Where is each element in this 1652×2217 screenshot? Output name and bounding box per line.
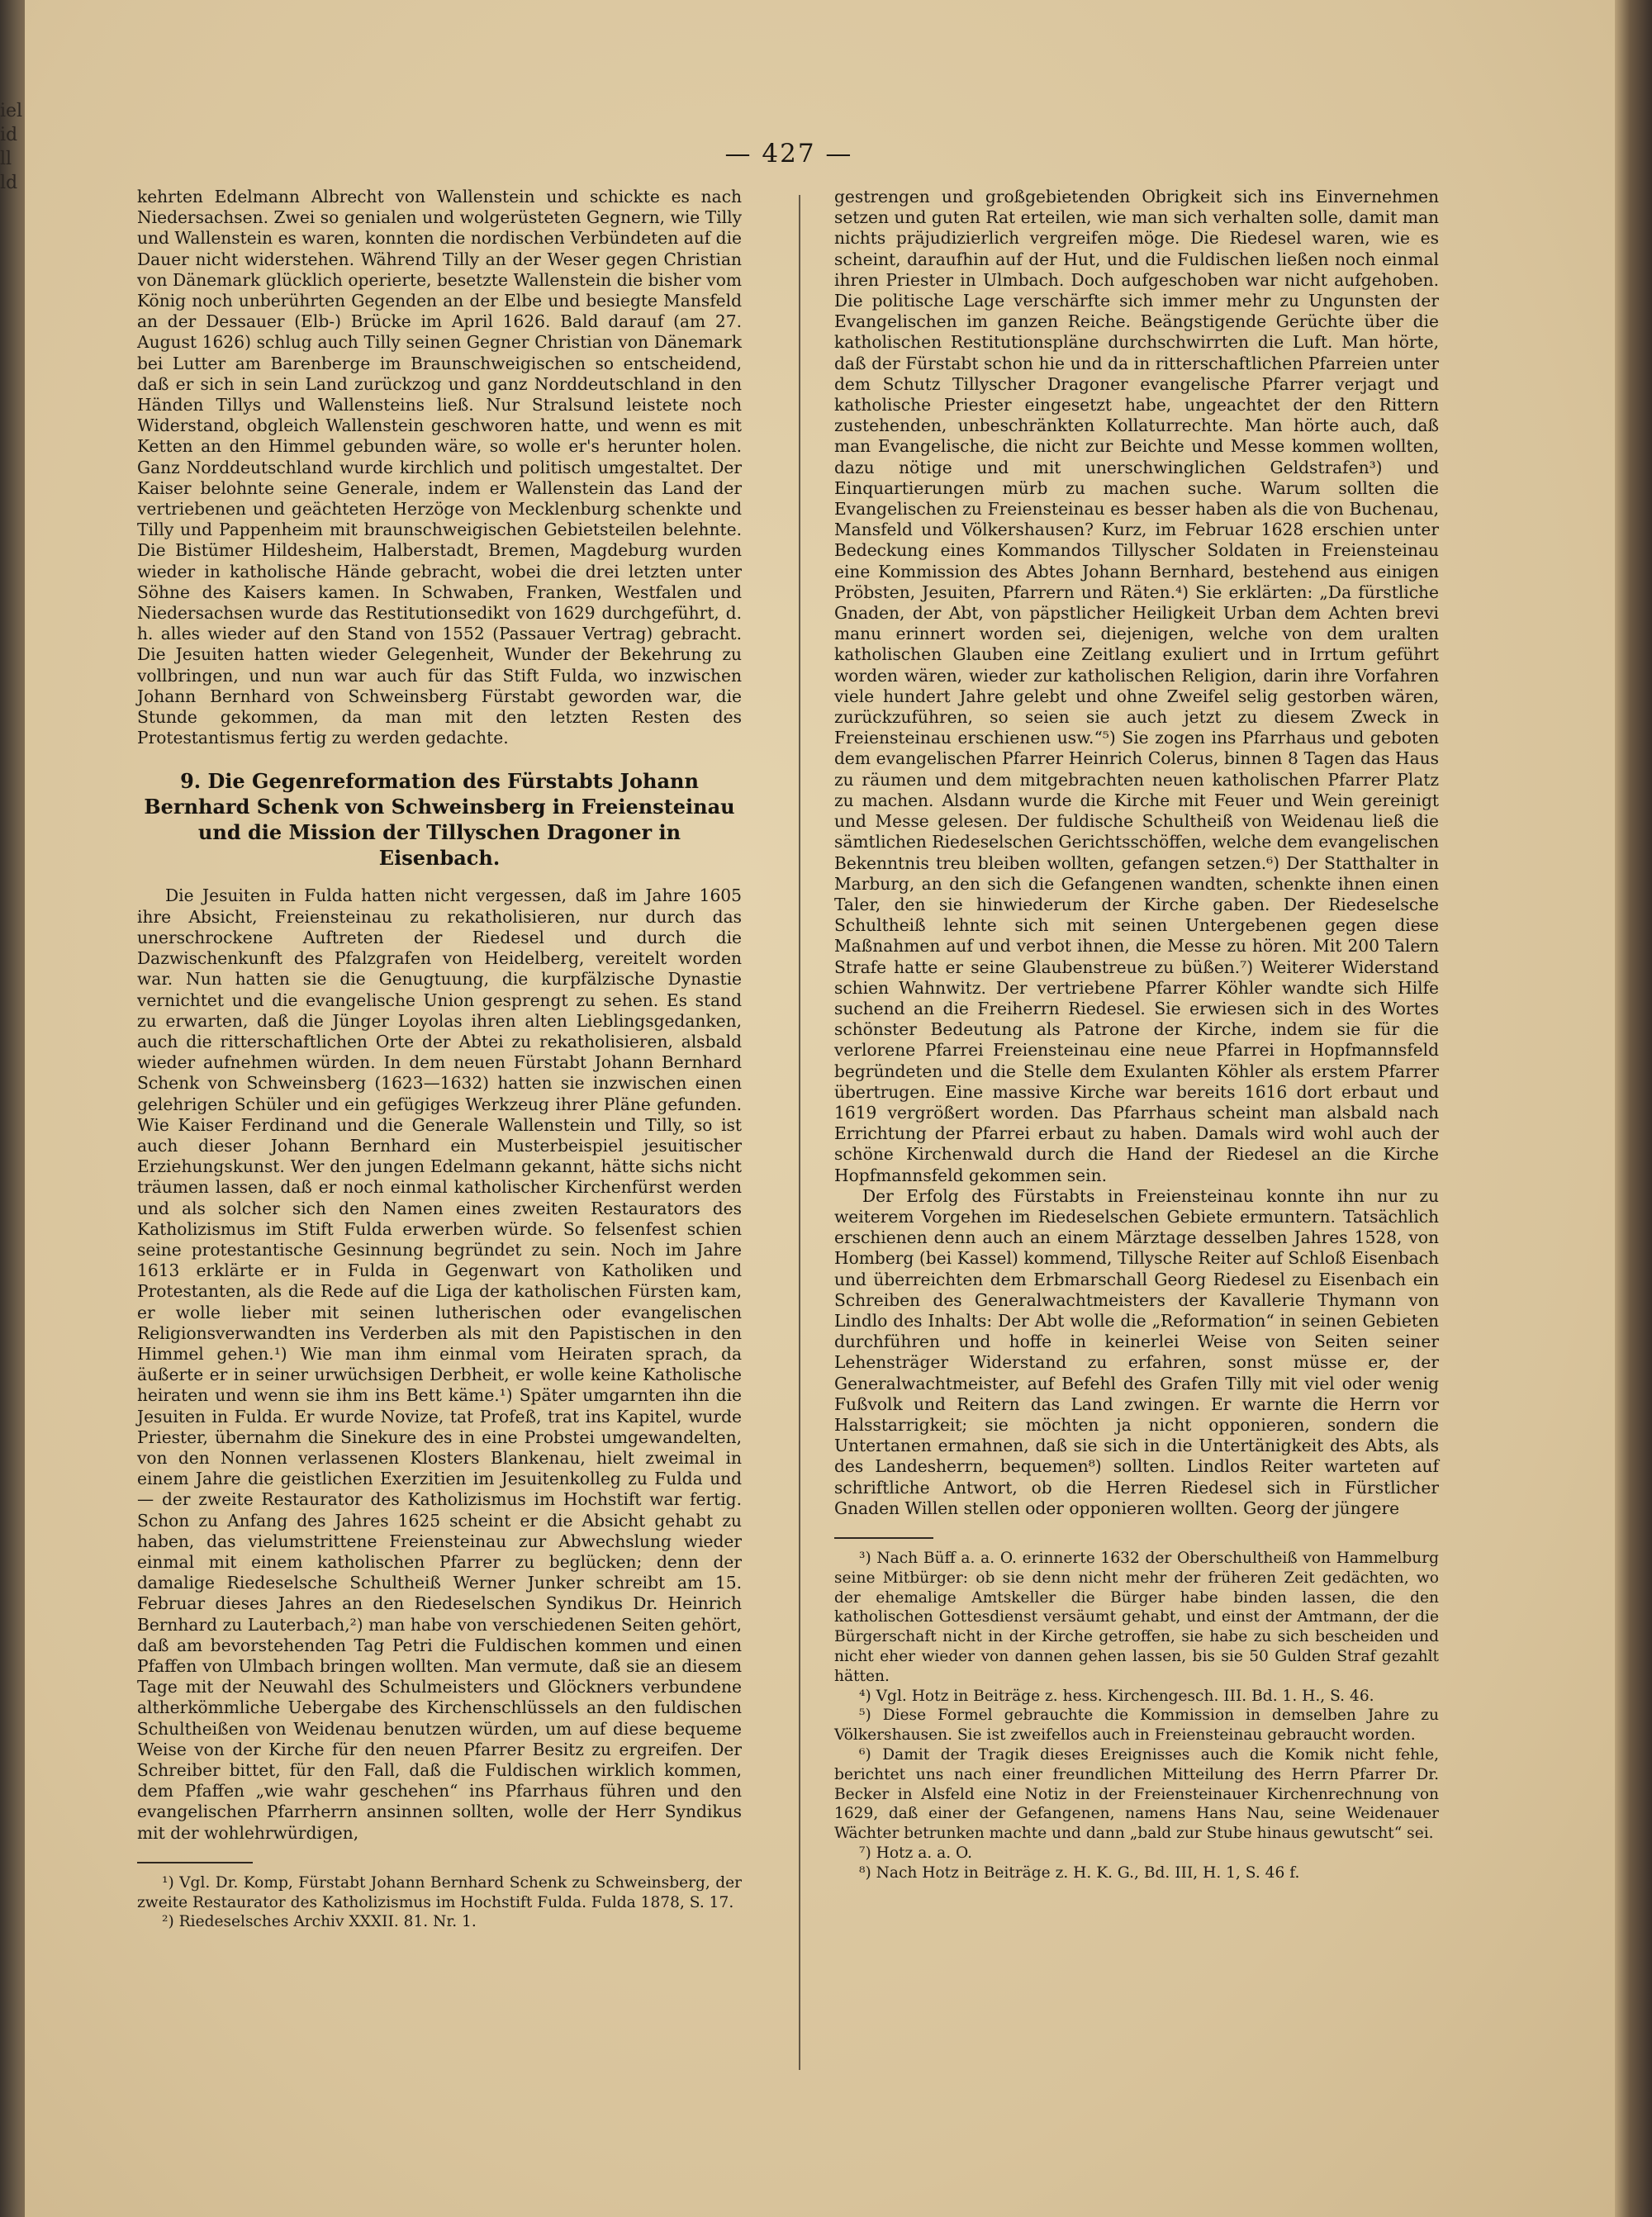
footnote: ²) Riedeselsches Archiv XXXII. 81. Nr. 1.	[162, 1913, 477, 1931]
page-edge-right	[1615, 0, 1652, 2217]
left-footnotes	[137, 1873, 742, 1932]
footnote: ¹) Vgl. Dr. Komp, Fürstabt Johann Bernhard Schenk zu Schweinsberg, der zweite Restaurator des Katholizismus im Hochstift Fulda. Fulda 1878, S. 17.	[137, 1873, 742, 1911]
section-heading: 9. Die Gegenreformation des Fürstabts Johann Bernhard Schenk von Schweinsberg in Freiensteinau und die Mission der Tillyschen Dragoner in Eisenbach.	[144, 769, 735, 871]
footnote: ⁶) Damit der Tragik dieses Ereignisses auch die Komik nicht fehle, berichtet uns nach einer freundlichen Mitteilung des Herrn Pfarrer Dr. Becker in Alsfeld eine Notiz in der Freiensteinauer Kirchenrechnung von 1629, daß einer der Gefangenen, namens Hans Nau, seine Weidenauer Wächter betrunken machte und dann „bald zur Stube hinaus gewutscht“ sei.	[834, 1745, 1439, 1843]
footnote: ⁵) Diese Formel gebrauchte die Kommission in demselben Jahre zu Völkershausen. Sie ist zweifellos auch in Freiensteinau gebraucht worden.	[834, 1707, 1439, 1745]
left-intro-paragraph: kehrten Edelmann Albrecht von Wallenstein und schickte es nach Niedersachsen. Zwei so genialen und wolgerüsteten Gegnern, wie Tilly und Wallenstein es waren, konnten die nordischen Verbündeten auf die Dauer nicht widerstehen. Während Tilly an der Weser gegen Christian von Dänemark glücklich operierte, besetzte Wallenstein die bisher vom König noch unberührten Gegenden an der Elbe und besiegte Mansfeld an der Dessauer (Elb-) Brücke im April 1626. Bald darauf (am 27. August 1626) schlug auch Tilly seinen Gegner Christian von Dänemark bei Lutter am Barenberge im Braunschweigischen so entscheidend, daß er sich in sein Land zurückzog und ganz Norddeutschland in den Händen Tillys und Wallensteins ließ. Nur Stralsund leistete noch Widerstand, obgleich Wallenstein geschworen hatte, und wenn es mit Ketten an den Himmel gebunden wäre, so wolle er's herunter holen. Ganz Norddeutschland wurde kirchlich und politisch umgestaltet. Der Kaiser belohnte seine Generale, indem er Wallenstein das Land der vertriebenen und geächteten Herzöge von Mecklenburg schenkte und Tilly und Pappenheim mit braunschweigischen Gebietsteilen belehnte. Die Bistümer Hildesheim, Halberstadt, Bremen, Magdeburg wurden wieder in katholische Hände gebracht, wobei die drei letzten unter Söhne des Kaisers kamen. In Schwaben, Franken, Westfalen und Niedersachsen wurde das Restitutionsedikt von 1629 durchgeführt, d. h. alles wieder auf den Stand von 1552 (Passauer Vertrag) gebracht. Die Jesuiten hatten wieder Gelegenheit, Wunder der Bekehrung zu vollbringen, und nun war auch für das Stift Fulda, wo inzwischen Johann Bernhard von Schweinsberg Fürstabt geworden war, die Stunde gekommen, da man mit den letzten Resten des Protestantismus fertig zu werden gedachte.	[137, 187, 742, 748]
margin-fragment: id	[0, 125, 18, 145]
right-column	[834, 187, 1439, 1883]
column-divider	[799, 195, 800, 2070]
left-body-paragraph: Die Jesuiten in Fulda hatten nicht vergessen, daß im Jahre 1605 ihre Absicht, Freiensteinau zu rekatholisieren, nur durch das unerschrockene Auftreten der Riedesel und durch die Dazwischenkunft des Pfalzgrafen von Heidelberg, vereitelt worden war. Nun hatten sie die Genugtuung, die kurpfälzische Dynastie vernichtet und die evangelische Union gesprengt zu sehen. Es stand zu erwarten, daß die Jünger Loyolas ihren alten Lieblingsgedanken, auch die ritterschaftlichen Orte der Abtei zu rekatholisieren, alsbald wieder aufnehmen würden. In dem neuen Fürstabt Johann Bernhard Schenk von Schweinsberg (1623—1632) hatten sie inzwischen einen gelehrigen Schüler und ein gefügiges Werkzeug ihrer Pläne gefunden. Wie Kaiser Ferdinand und die Generale Wallenstein und Tilly, so ist auch dieser Johann Bernhard ein Musterbeispiel jesuitischer Erziehungskunst. Wer den jungen Edelmann gekannt, hätte sichs nicht träumen lassen, daß er noch einmal katholischer Kirchenfürst werden und als solcher sich den Namen eines zweiten Restaurators des Katholizismus im Stift Fulda erwerben würde. So felsenfest schien seine protestantische Gesinnung begründet zu sein. Noch im Jahre 1613 erklärte er in Fulda in Gegenwart von Katholiken und Protestanten, als die Rede auf die Liga der katholischen Fürsten kam, er wolle lieber mit seinen lutherischen oder evangelischen Religionsverwandten ins Verderben als mit den Papistischen in den Himmel gehen.¹) Wie man ihm einmal vom Heiraten sprach, da äußerte er in seiner urwüchsigen Derbheit, er wolle keine Katholische heiraten und wenn sie ihm ins Bett käme.¹) Später umgarnten ihn die Jesuiten in Fulda. Er wurde Novize, tat Profeß, trat ins Kapitel, wurde Priester, übernahm die Sinekure des in eine Probstei umgewandelten, von den Nonnen verlassenen Klosters Blankenau, hielt zweimal in einem Jahre die geistlichen Exerzitien im Jesuitenkolleg zu Fulda und — der zweite Restaurator des Katholizismus im Hochstift war fertig. Schon zu Anfang des Jahres 1625 scheint er die Absicht gehabt zu haben, das vielumstrittene Freiensteinau zur Abwechslung wieder einmal mit einem katholischen Pfarrer zu beglücken; denn der damalige Riedeselsche Schultheiß Werner Junker schreibt am 15. Februar dieses Jahres an den Riedeselschen Syndikus Dr. Heinrich Bernhard zu Lauterbach,²) man habe von verschiedenen Seiten gehört, daß am bevorstehenden Tag Petri die Fuldischen kommen und einen Pfaffen von Ulmbach bringen wollten. Man vermute, daß sie an diesem Tage mit der Neuwahl des Schulmeisters und Glöckners verbundene altherkömmliche Uebergabe des Kirchenschlüssels an den fuldischen Schultheißen von Weidenau benutzen würden, um auf diese bequeme Weise von der Kirche für den neuen Pfarrer Besitz zu ergreifen. Der Schreiber bittet, für den Fall, daß die Fuldischen wirklich kommen, dem Pfaffen „wie wahr geschehen“ ins Pfarrhaus führen und den evangelischen Pfarrherrn ansinnen sollten, wolle der Herr Syndikus mit der wohlehrwürdigen,	[137, 885, 742, 1843]
footnote-rule	[834, 1537, 933, 1539]
footnote: ⁴) Vgl. Hotz in Beiträge z. hess. Kirchengesch. III. Bd. 1. H., S. 46.	[859, 1687, 1374, 1705]
right-footnotes	[834, 1549, 1439, 1883]
margin-fragment: ll	[0, 149, 12, 169]
right-body-paragraph-1: gestrengen und großgebietenden Obrigkeit sich ins Einvernehmen setzen und guten Rat erteilen, wie man sich verhalten solle, damit man nichts präjudizierlich vergreifen möge. Die Riedesel waren, wie es scheint, daraufhin auf der Hut, und die Fuldischen ließen noch einmal ihren Priester in Ulmbach. Doch aufgeschoben war nicht aufgehoben. Die politische Lage verschärfte sich immer mehr zu Ungunsten der Evangelischen im ganzen Reiche. Beängstigende Gerüchte über die katholischen Restitutionspläne durchschwirrten die Luft. Man hörte, daß der Fürstabt schon hie und da in ritterschaftlichen Pfarreien unter dem Schutz Tillyscher Dragoner evangelische Pfarrer verjagt und katholische Priester eingesetzt habe, ungeachtet der den Rittern zustehenden, unbeschränkten Kollaturrechte. Man hörte auch, daß man Evangelische, die nicht zur Beichte und Messe kommen wollten, dazu nötige und mit unerschwinglichen Geldstrafen³) und Einquartierungen mürb zu machen suche. Warum sollten die Evangelischen zu Freiensteinau es besser haben als die von Buchenau, Mansfeld und Völkershausen? Kurz, im Februar 1628 erschien unter Bedeckung eines Kommandos Tillyscher Soldaten in Freiensteinau eine Kommission des Abtes Johann Bernhard, bestehend aus einigen Pröbsten, Jesuiten, Pfarrern und Räten.⁴) Sie erklärten: „Da fürstliche Gnaden, der Abt, von päpstlicher Heiligkeit Urban dem Achten brevi manu erinnert worden sei, diejenigen, welche von dem uralten katholischen Glauben eine Zeitlang exuliert und in Irrtum geführt worden wären, wieder zur katholischen Religion, darin ihre Vorfahren viele hundert Jahre gelebt und ohne Zweifel selig gestorben wären, zurückzuführen, so seien sie auch jetzt zu diesem Zweck in Freiensteinau erschienen usw.“⁵) Sie zogen ins Pfarrhaus und geboten dem evangelischen Pfarrer Heinrich Colerus, binnen 8 Tagen das Haus zu räumen und dem mitgebrachten neuen katholischen Pfarrer Platz zu machen. Alsdann wurde die Kirche mit Feuer und Wein gereinigt und Messe gelesen. Der fuldische Schultheiß von Weidenau ließ die sämtlichen Riedeselschen Gerichtsschöffen, welche dem evangelischen Bekenntnis treu bleiben wollten, gefangen setzen.⁶) Der Statthalter in Marburg, an den sich die Gefangenen wandten, schenkte ihnen einen Taler, den sie hinwiederum der Kirche gaben. Der Riedeselsche Schultheiß lehnte sich mit seinen Untergebenen gegen diese Maßnahmen auf und verbot ihnen, die Messe zu hören. Mit 200 Talern Strafe hatte er seine Glaubenstreue zu büßen.⁷) Weiterer Widerstand schien Wahnwitz. Der vertriebene Pfarrer Köhler wandte sich Hilfe suchend an die Freiherrn Riedesel. Sie erwiesen sich in des Wortes schönster Bedeutung als Patrone der Kirche, indem sie für die verlorene Pfarrei Freiensteinau eine neue Pfarrei in Hopfmannsfeld begründeten und die Stelle dem Exulanten Köhler als erstem Pfarrer übertrugen. Eine massive Kirche war bereits 1616 dort erbaut und 1619 vergrößert worden. Das Pfarrhaus scheint man alsbald nach Errichtung der Pfarrei erbaut zu haben. Damals wird wohl auch der schöne Kirchenwald durch die Hand der Riedesel an die Kirche Hopfmannsfeld gekommen sein.	[834, 187, 1439, 1185]
footnote: ⁸) Nach Hotz in Beiträge z. H. K. G., Bd. III, H. 1, S. 46 f.	[859, 1863, 1300, 1882]
margin-fragment: iel	[0, 101, 23, 121]
footnote-rule	[137, 1862, 253, 1863]
footnote: ³) Nach Büff a. a. O. erinnerte 1632 der Oberschultheiß von Hammelburg seine Mitbürger: ob sie denn nicht mehr der früheren Zeit gedächten, wo der ehemalige Amtskeller die Bürger habe binden lassen, die den katholischen Gottesdienst versäumt gehabt, und einst der Amtmann, der die Bürgerschaft nicht in der Kirche getroffen, sie habe zu sich bescheiden und nicht eher wieder von dannen gehen lassen, bis sie 50 Gulden Straf gezahlt hätten.	[834, 1550, 1439, 1685]
margin-fragment: ld	[0, 173, 18, 193]
footnote: ⁷) Hotz a. a. O.	[859, 1844, 973, 1862]
right-body-paragraph-2: Der Erfolg des Fürstabts in Freiensteinau konnte ihn nur zu weiterem Vorgehen im Riedeselschen Gebiete ermuntern. Tatsächlich erschienen denn auch an einem Märztage desselben Jahres 1528, von Homberg (bei Kassel) kommend, Tillysche Reiter auf Schloß Eisenbach und überreichten dem Erbmarschall Georg Riedesel zu Eisenbach ein Schreiben des Generalwachtmeisters der Kavallerie Thymann von Lindlo des Inhalts: Der Abt wolle die „Reformation“ in seinen Gebieten durchführen und hoffe in keinerlei Weise von Seiten seiner Lehensträger Widerstand zu erfahren, sonst müsse er, der Generalwachtmeister, auf Befehl des Grafen Tilly mit viel oder wenig Fußvolk und Reitern das Land zwingen. Er warnte die Herrn vor Halsstarrigkeit; sie möchten ja nicht opponieren, sondern die Untertanen ermahnen, daß sie sich in die Untertänigkeit des Abts, als des Landesherrn, bequemen⁸) sollten. Lindlos Reiter warteten auf schriftliche Antwort, ob die Herren Riedesel sich in Fürstlicher Gnaden Willen stellen oder opponieren wollten. Georg der jüngere	[834, 1185, 1439, 1518]
left-column	[137, 187, 742, 1932]
previous-page-edge	[0, 99, 25, 2164]
page-number: — 427 —	[724, 139, 853, 169]
